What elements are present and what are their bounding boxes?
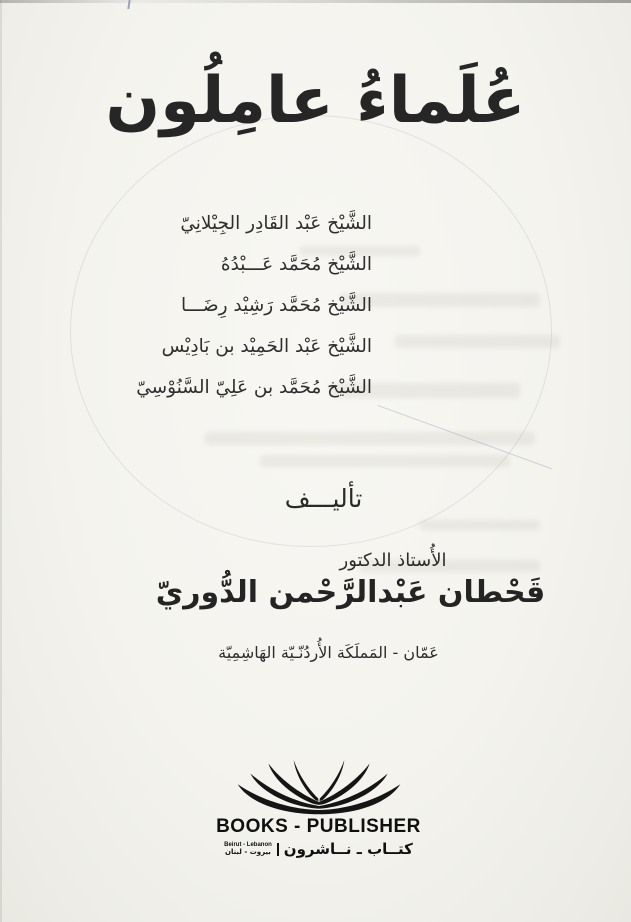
book-title: عُلَماءُ عامِلُون [105,64,526,138]
scan-edge-top [0,0,631,3]
logo-divider [277,843,279,856]
publication-location: عَمّان - المَملَكَة الأُردُنّـيّة الهَاشِمِيّة [218,643,439,662]
publisher-city-ar: بيروت - لبنان [224,848,271,857]
publisher-arabic-row [224,840,413,858]
scan-smudge [205,432,535,445]
scan-smudge [260,455,510,467]
publisher-city-en: Beirut - Lebanon [224,841,272,848]
scan-pen-mark [127,0,130,9]
publisher-city [224,842,272,857]
scan-smudge [395,335,560,348]
scan-smudge [420,520,540,530]
publisher-name-ar: كتــاب ـ نــاشرون [283,840,413,858]
author-honorific: الأُستاذ الدكتور [339,550,447,571]
publisher-name-en: BOOKS - PUBLISHER [216,816,421,837]
scholar-name: الشَّيْخ مُحَمَّد رَشِيْد رِضَـــا [181,295,372,316]
author-name: قَحْطان عَبْدالرَّحْمن الدُّوريّ [155,575,546,610]
byline-label: تأليـــف [284,484,363,513]
publisher-logo [3,759,631,858]
scholar-name: الشَّيْخ عَبْد الحَمِيْد بن بَادِيْس [161,336,372,357]
scholar-name: الشَّيْخ مُحَمَّد بن عَلِيّ السَّنُوْسِيّ [136,377,372,398]
scholar-name: الشَّيْخ عَبْد القَادِر الجِيْلانِيّ [180,213,372,234]
scholar-list [136,203,372,408]
open-book-icon [234,759,404,815]
scholar-name: الشَّيْخ مُحَمَّد عَـــبْدُهُ [220,254,372,275]
